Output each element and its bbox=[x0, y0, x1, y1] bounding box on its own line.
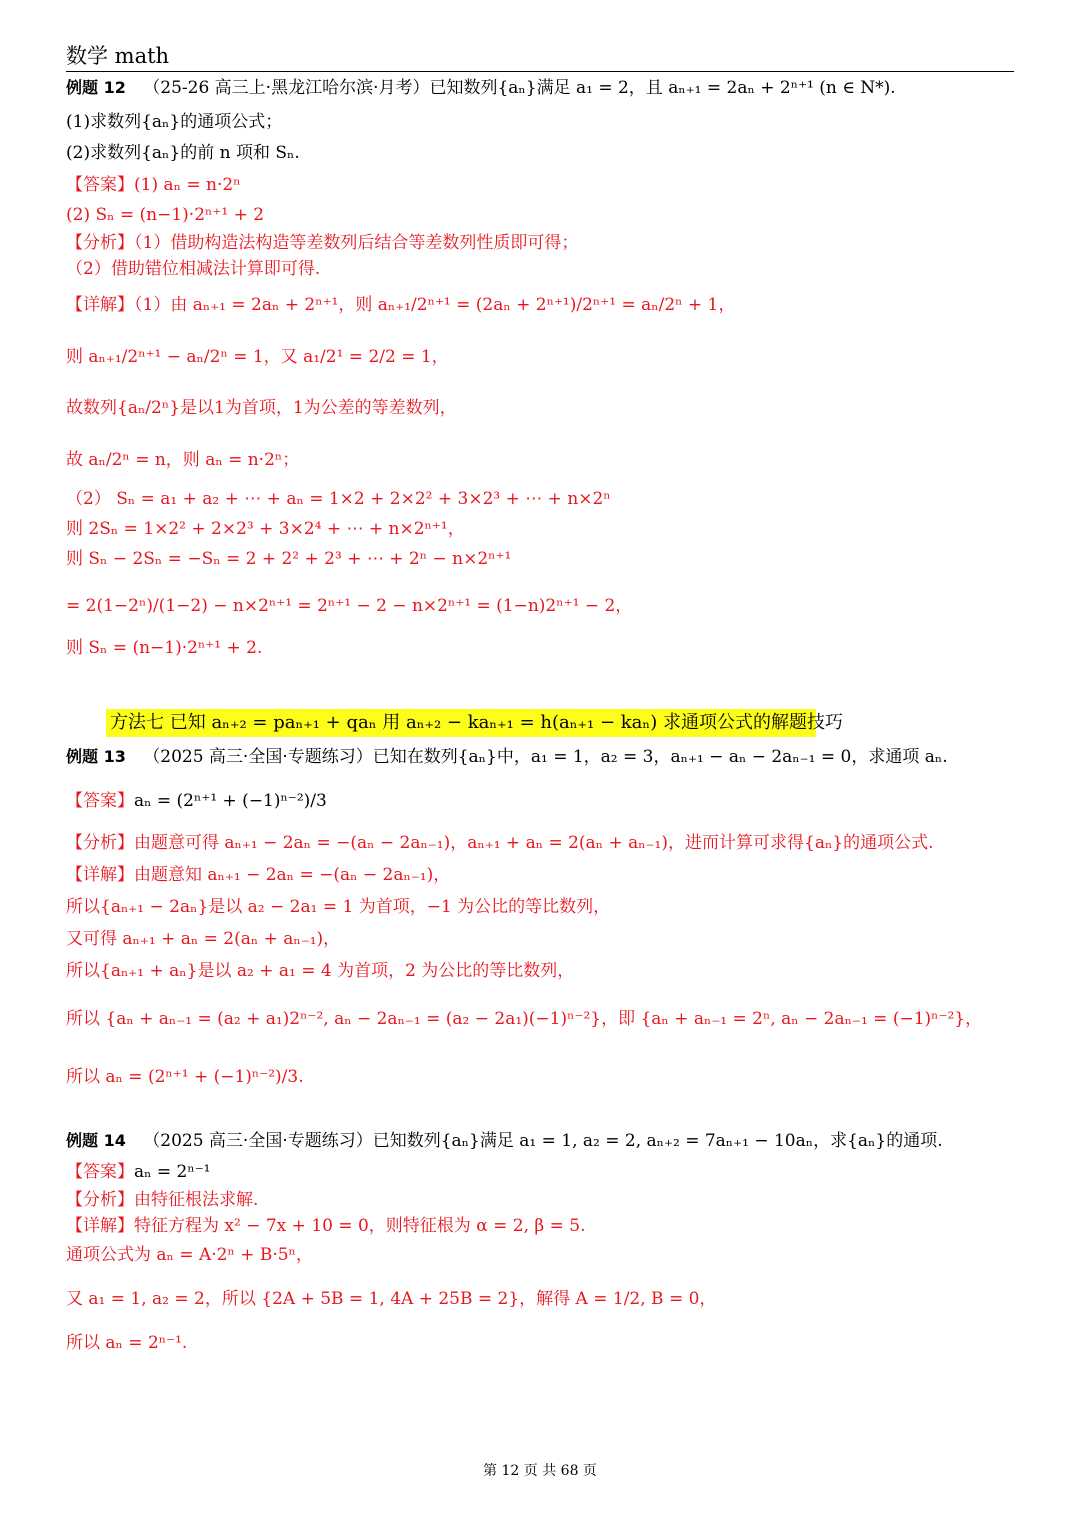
detail-tag: 【详解】 bbox=[66, 295, 134, 315]
ex12-d6: 则 2Sₙ = 1×2² + 2×2³ + 3×2⁴ + ⋯ + n×2ⁿ⁺¹， bbox=[66, 519, 465, 539]
ex14-d4: 所以 aₙ = 2ⁿ⁻¹. bbox=[66, 1333, 188, 1353]
ex13-analysis-line bbox=[66, 832, 934, 854]
ex12-d7: 则 Sₙ − 2Sₙ = −Sₙ = 2 + 2² + 2³ + ⋯ + 2ⁿ − n×2ⁿ⁺¹ bbox=[66, 549, 512, 569]
ex13-d5: 所以 {aₙ + aₙ₋₁ = (a₂ + a₁)2ⁿ⁻², aₙ − 2aₙ₋₁ = (a₂ − 2a₁)(−1)ⁿ⁻²}，即 {aₙ + aₙ₋₁ = 2ⁿ, aₙ − 2aₙ₋₁ = (−1)ⁿ⁻²}， bbox=[66, 1009, 983, 1029]
detail-tag: 【详解】 bbox=[66, 1216, 134, 1236]
answer-tag: 【答案】 bbox=[66, 791, 134, 811]
method-title: 方法七 已知 aₙ₊₂ = paₙ₊₁ + qaₙ 用 aₙ₊₂ − kaₙ₊₁ = h(aₙ₊₁ − kaₙ) 求通项公式的解题技巧 bbox=[110, 712, 843, 733]
ex12-d8: = 2(1−2ⁿ)/(1−2) − n×2ⁿ⁺¹ = 2ⁿ⁺¹ − 2 − n×2ⁿ⁺¹ = (1−n)2ⁿ⁺¹ − 2， bbox=[66, 596, 633, 616]
ex13-d1: 由题意知 aₙ₊₁ − 2aₙ = −(aₙ − 2aₙ₋₁)， bbox=[134, 865, 451, 885]
header-title: 数学 math bbox=[66, 44, 170, 68]
ex12-analysis1: （1）借助构造法构造等差数列后结合等差数列性质即可得； bbox=[134, 233, 579, 253]
ex13-detail-1 bbox=[66, 864, 450, 886]
ex13-stem: 已知在数列{aₙ}中，a₁ = 1，a₂ = 3，aₙ₊₁ − aₙ − 2aₙ₋₁ = 0，求通项 aₙ. bbox=[372, 747, 948, 767]
ex12-answer2: (2) Sₙ = (n−1)·2ⁿ⁺¹ + 2 bbox=[66, 205, 265, 225]
page-number: 第 12 页 共 68 页 bbox=[483, 1463, 597, 1479]
ex13-answer: aₙ = (2ⁿ⁺¹ + (−1)ⁿ⁻²)/3 bbox=[134, 791, 327, 811]
ex12-d4: 故 aₙ/2ⁿ = n，则 aₙ = n·2ⁿ； bbox=[66, 450, 300, 470]
analysis-tag: 【分析】 bbox=[66, 833, 134, 853]
ex14-answer-line bbox=[66, 1161, 211, 1183]
ex12-d9: 则 Sₙ = (n−1)·2ⁿ⁺¹ + 2. bbox=[66, 638, 263, 658]
ex14-label: 例题 14 bbox=[66, 1131, 126, 1150]
detail-tag: 【详解】 bbox=[66, 865, 134, 885]
ex14-source: （2025 高三·全国·专题练习） bbox=[143, 1131, 373, 1151]
ex13-label: 例题 13 bbox=[66, 747, 126, 766]
ex12-question bbox=[66, 77, 896, 99]
ex13-analysis: 由题意可得 aₙ₊₁ − 2aₙ = −(aₙ − 2aₙ₋₁)，aₙ₊₁ + aₙ = 2(aₙ + aₙ₋₁)，进而计算可求得{aₙ}的通项公式. bbox=[134, 833, 934, 853]
ex12-detail-1 bbox=[66, 294, 735, 316]
ex14-stem: 已知数列{aₙ}满足 a₁ = 1, a₂ = 2, aₙ₊₂ = 7aₙ₊₁ − 10aₙ，求{aₙ}的通项. bbox=[372, 1131, 943, 1151]
answer-tag: 【答案】 bbox=[66, 175, 134, 195]
ex12-answer1: (1) aₙ = n·2ⁿ bbox=[134, 175, 241, 195]
ex13-d6: 所以 aₙ = (2ⁿ⁺¹ + (−1)ⁿ⁻²)/3. bbox=[66, 1067, 304, 1087]
analysis-tag: 【分析】 bbox=[66, 1190, 134, 1210]
ex12-stem: 已知数列{aₙ}满足 a₁ = 2，且 aₙ₊₁ = 2aₙ + 2ⁿ⁺¹ (n ∈ N*). bbox=[429, 78, 896, 98]
ex13-d3: 又可得 aₙ₊₁ + aₙ = 2(aₙ + aₙ₋₁)， bbox=[66, 929, 341, 949]
ex12-d2: 则 aₙ₊₁/2ⁿ⁺¹ − aₙ/2ⁿ = 1，又 a₁/2¹ = 2/2 = 1， bbox=[66, 347, 449, 367]
page-header bbox=[66, 40, 169, 70]
header-rule bbox=[66, 71, 1014, 72]
ex12-source: （25-26 高三上·黑龙江哈尔滨·月考） bbox=[143, 78, 430, 98]
ex12-d5: （2） Sₙ = a₁ + a₂ + ⋯ + aₙ = 1×2 + 2×2² + 3×2³ + ⋯ + n×2ⁿ bbox=[66, 489, 611, 509]
ex12-label: 例题 12 bbox=[66, 78, 126, 97]
ex14-question bbox=[66, 1130, 943, 1152]
ex14-d2: 通项公式为 aₙ = A·2ⁿ + B·5ⁿ， bbox=[66, 1245, 313, 1265]
ex12-q2: (2)求数列{aₙ}的前 n 项和 Sₙ. bbox=[66, 143, 300, 163]
ex13-answer-line bbox=[66, 790, 327, 812]
ex14-detail-1 bbox=[66, 1215, 585, 1237]
ex12-analysis2: （2）借助错位相减法计算即可得. bbox=[66, 259, 321, 279]
ex13-d4: 所以{aₙ₊₁ + aₙ}是以 a₂ + a₁ = 4 为首项，2 为公比的等比数列， bbox=[66, 961, 575, 981]
ex14-answer: aₙ = 2ⁿ⁻¹ bbox=[134, 1162, 211, 1182]
analysis-tag: 【分析】 bbox=[66, 233, 134, 253]
ex12-answer-line1 bbox=[66, 174, 241, 196]
ex14-d3: 又 a₁ = 1, a₂ = 2，所以 {2A + 5B = 1, 4A + 25B = 2}，解得 A = 1/2, B = 0， bbox=[66, 1289, 717, 1309]
ex12-d1: （1）由 aₙ₊₁ = 2aₙ + 2ⁿ⁺¹，则 aₙ₊₁/2ⁿ⁺¹ = (2aₙ + 2ⁿ⁺¹)/2ⁿ⁺¹ = aₙ/2ⁿ + 1， bbox=[134, 295, 736, 315]
ex13-source: （2025 高三·全国·专题练习） bbox=[143, 747, 373, 767]
ex12-q1: (1)求数列{aₙ}的通项公式； bbox=[66, 112, 283, 132]
ex12-d3: 故数列{aₙ/2ⁿ}是以1为首项，1为公差的等差数列， bbox=[66, 398, 457, 418]
ex14-d1: 特征方程为 x² − 7x + 10 = 0，则特征根为 α = 2, β = 5. bbox=[134, 1216, 586, 1236]
ex13-question bbox=[66, 746, 948, 768]
ex14-analysis: 由特征根法求解. bbox=[134, 1190, 259, 1210]
page-footer bbox=[0, 1460, 1080, 1480]
answer-tag: 【答案】 bbox=[66, 1162, 134, 1182]
ex13-d2: 所以{aₙ₊₁ − 2aₙ}是以 a₂ − 2a₁ = 1 为首项，−1 为公比的等比数列， bbox=[66, 897, 611, 917]
ex12-analysis-line1 bbox=[66, 232, 578, 254]
ex14-analysis-line bbox=[66, 1189, 258, 1211]
